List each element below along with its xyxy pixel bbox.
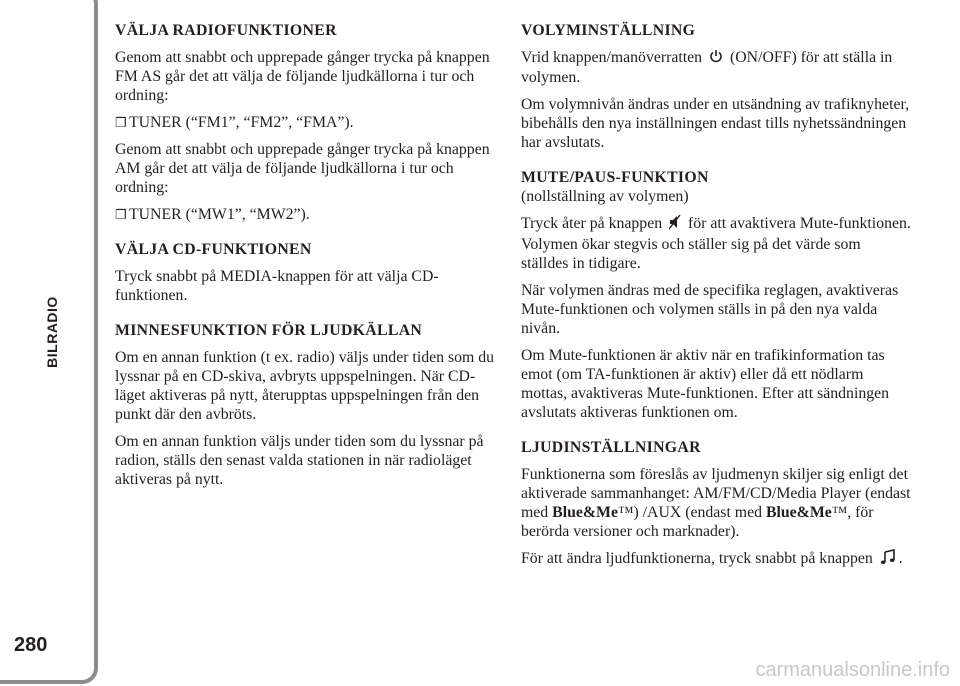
heading-source-memory: MINNESFUNKTION FÖR LJUDKÄLLAN (115, 322, 423, 339)
music-note-icon (880, 549, 896, 570)
page-number: 280 (14, 634, 48, 656)
left-column (115, 21, 505, 497)
checkbox-bullet-icon: ❒ (115, 207, 127, 222)
paragraph: Genom att snabbt och upprepade gånger trycka på knappen FM AS går det att välja de följande ljudkällorna i tur och ordning: (115, 49, 490, 104)
bullet-item: ❒ TUNER (“MW1”, “MW2”). (115, 206, 310, 223)
section-label: BILRADIO (44, 296, 61, 368)
bullet-item: ❒ TUNER (“FM1”, “FM2”, “FMA”). (115, 114, 354, 131)
watermark: carmanualsonline.info (755, 659, 950, 681)
paragraph: Tryck snabbt på MEDIA-knappen för att välja CD-funktionen. (115, 268, 439, 304)
paragraph: Om en annan funktion (t ex. radio) väljs under tiden som du lyssnar på en CD-skiva, avbryts uppspelningen. När CD-läget aktiveras på nytt, återupptas uppspelningen från den punkt där den avbröts. (115, 349, 495, 423)
heading-audio-settings: LJUDINSTÄLLNINGAR (521, 438, 701, 456)
heading-volume: VOLYMINSTÄLLNING (521, 22, 696, 39)
paragraph: Om Mute-funktionen är aktiv när en trafikinformation tas emot (om TA-funktionen är aktiv) eller då ett nödlarm mottas, avaktiveras Mute-funktionen. Efter att sändningen avslutats aktiveras funktionen om. (521, 346, 890, 421)
heading-subtitle: (nollställning av volymen) (521, 187, 689, 205)
paragraph: Vrid knappen/manöverratten (ON/OFF) för att ställa in volymen. (521, 49, 893, 86)
heading-radio-functions: VÄLJA RADIOFUNKTIONER (115, 22, 337, 39)
heading-cd-function: VÄLJA CD-FUNKTIONEN (115, 241, 312, 258)
heading-mute: MUTE/PAUS-FUNKTION (521, 168, 709, 186)
paragraph: Om en annan funktion väljs under tiden som du lyssnar på radion, ställs den senast valda stationen in när radioläget aktiveras på nytt. (115, 433, 484, 488)
power-icon (709, 49, 723, 68)
paragraph: För att ändra ljudfunktionerna, tryck snabbt på knappen . (521, 549, 911, 570)
paragraph: När volymen ändras med de specifika reglagen, avaktiveras Mute-funktionen och volymen ställs in på den nya valda nivån. (521, 281, 899, 337)
paragraph: Funktionerna som föreslås av ljudmenyn skiljer sig enligt det aktiverade sammanhanget: AM/FM/CD/Media Player (endast med Blue&Me™) /AUX (endast med Blue&Me™, för berörda versioner och marknader). (521, 465, 911, 540)
mute-speaker-icon (669, 214, 681, 235)
paragraph: Om volymnivån ändras under en utsändning av trafiknyheter, bibehålls den nya inställningen endast tills nyhetssändningen har avslutats. (521, 95, 910, 151)
checkbox-bullet-icon: ❒ (115, 115, 127, 130)
paragraph: Tryck åter på knappen för att avaktivera Mute-funktionen. Volymen ökar stegvis och ställer sig på det värde som ställdes in tidigare. (521, 215, 911, 272)
paragraph: Genom att snabbt och upprepade gånger trycka på knappen AM går det att välja de följande ljudkällorna i tur och ordning: (115, 141, 490, 196)
right-column (521, 21, 911, 578)
